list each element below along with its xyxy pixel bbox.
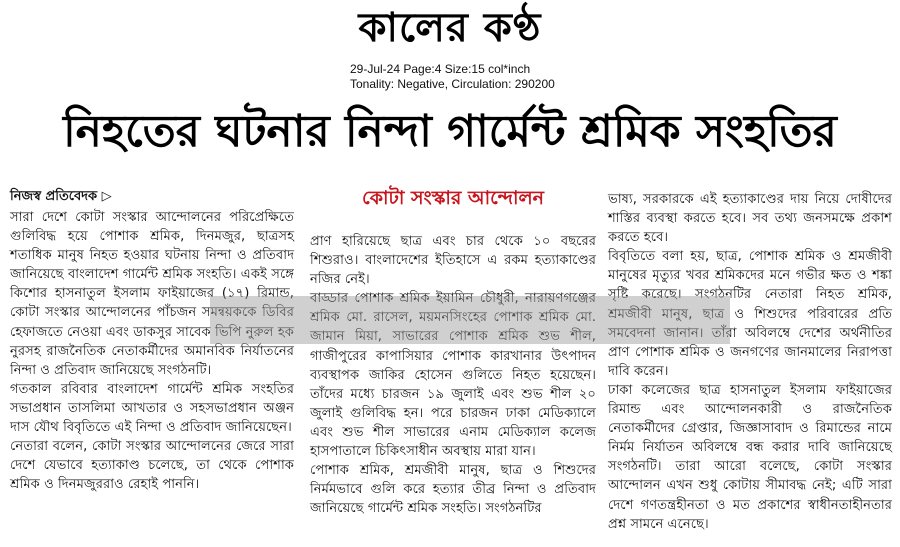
article-column-2: [310, 190, 596, 518]
section-subhead: কোটা সংস্কার আন্দোলন: [361, 187, 545, 209]
paragraph: সারা দেশে কোটা সংস্কার আন্দোলনের পরিপ্রেক্ষিতে গুলিবিদ্ধ হয়ে পোশাক শ্রমিক, দিনমজুর, ছাত্রসহ শতাধিক মানুষ নিহত হওয়ার ঘটনায় নিন্দা ও প্রতিবাদ জানিয়েছে বাংলাদেশ গার্মেন্ট শ্রমিক সংহতি। একই সঙ্গে কিশোর হাসনাতুল ইসলাম ফাইয়াজের (১৭) রিমান্ড, কোটা সংস্কার আন্দোলনের পাঁচজন সমন্বয়ককে ডিবির হেফাজতে নেওয়া এবং ডাকসুর সাবেক ভিপি নুরুল হক নুরসহ রাজনৈতিক নেতাকর্মীদের অমানবিক নির্যাতনের নিন্দা ও প্রতিবাদ জানিয়েছে সংগঠনটি।: [10, 210, 294, 378]
paragraph: গতকাল রবিবার বাংলাদেশ গার্মেন্ট শ্রমিক সংহতির সভাপ্রধান তাসলিমা আখতার ও সহসভাপ্রধান অঞ্জন দাস যৌথ বিবৃতিতে এই নিন্দা ও প্রতিবাদ জানিয়েছেন।: [10, 381, 294, 436]
article-column-1: [10, 188, 294, 494]
byline-arrow-icon: ▷: [101, 189, 112, 204]
byline: [10, 188, 294, 206]
paragraph: বিবৃতিতে বলা হয়, ছাত্র, পোশাক শ্রমিক ও শ্রমজীবী মানুষের মৃত্যুর খবর শ্রমিকদের মনে গভীর ক্ষত ও শঙ্কা সৃষ্টি করেছে। সংগঠনটির নেতারা নিহত শ্রমিক, শ্রমজীবী মানুষ, ছাত্র ও শিশুদের পরিবারের প্রতি সমবেদনা জানান। তাঁরা অবিলম্বে দেশের অর্থনীতির প্রাণ পোশাক শ্রমিক ও জনগণের জানমালের নিরাপত্তা দাবি করেন।: [608, 249, 892, 379]
paragraph: নেতারা বলেন, কোটা সংস্কার আন্দোলনের জেরে সারা দেশে যেভাবে হত্যাকাণ্ড চলেছে, তা থেকে পোশাক শ্রমিক ও দিনমজুররাও রেহাই পাননি।: [10, 439, 294, 493]
paragraph: পোশাক শ্রমিক, শ্রমজীবী মানুষ, ছাত্র ও শিশুদের নির্মমভাবে গুলি করে হত্যার তীব্র নিন্দা ও প্রতিবাদ জানিয়েছে গার্মেন্ট শ্রমিক সংহতি। সংগঠনটির: [310, 463, 596, 517]
paragraph: ঢাকা কলেজের ছাত্র হাসনাতুল ইসলাম ফাইয়াজের রিমান্ড এবং আন্দোলনকারী ও রাজনৈতিক নেতাকর্মীদের গ্রেপ্তার, জিজ্ঞাসাবাদ ও রিমান্ডের নামে নির্মম নির্যাতন অবিলম্বে বন্ধ করার দাবি জানিয়েছে সংগঠনটি। তারা আরো বলেছে, কোটা সংস্কার আন্দোলন এখন শুধু কোটায় সীমাবদ্ধ নেই; এটি সারা দেশে গণতন্ত্রহীনতা ও মত প্রকাশের স্বাধীনতাহীনতার প্রশ্ন সামনে এনেছে।: [608, 382, 892, 532]
newspaper-masthead: কালের কণ্ঠ: [358, 5, 542, 51]
paragraph: ভাষ্য, সরকারকে এই হত্যাকাণ্ডের দায় নিয়ে দোষীদের শাস্তির ব্যবস্থা করতে হবে। সব তথ্য জনসমক্ষে প্রকাশ করতে হবে।: [608, 192, 892, 246]
article-headline: নিহতের ঘটনার নিন্দা গার্মেন্ট শ্রমিক সংহতির: [63, 106, 837, 157]
clipping-meta-tonality: Tonality: Negative, Circulation: 290200: [350, 77, 555, 91]
paragraph: বাড্ডার পোশাক শ্রমিক ইয়ামিন চৌধুরী, নারায়ণগঞ্জের শ্রমিক মো. রাসেল, ময়মনসিংহের পোশাক শ্রমিক মো. জামান মিয়া, সাভারের পোশাক শ্রমিক শুভ শীল, গাজীপুরের কাপাসিয়ার পোশাক কারখানার উৎপাদন ব্যবস্থাপক জাকির হোসেন গুলিতে নিহত হয়েছেন। তাঁদের মধ্যে চারজন ১৯ জুলাই এবং শুভ শীল ২০ জুলাই গুলিবিদ্ধ হন। পরে চারজন ঢাকা মেডিক্যালে এবং শুভ শীল সাভারের এনাম মেডিক্যাল কলেজ হাসপাতালে চিকিৎসাধীন অবস্থায় মারা যান।: [310, 291, 596, 460]
clipping-meta-date-page: 29-Jul-24 Page:4 Size:15 col*inch: [350, 62, 531, 76]
paragraph: প্রাণ হারিয়েছে ছাত্র এবং চার থেকে ১০ বছরের শিশুরাও। বাংলাদেশের ইতিহাসে এ রকম হত্যাকাণ্ডের নজির নেই।: [310, 234, 596, 288]
byline-text: নিজস্ব প্রতিবেদক: [10, 189, 98, 204]
article-column-3: [608, 190, 892, 534]
